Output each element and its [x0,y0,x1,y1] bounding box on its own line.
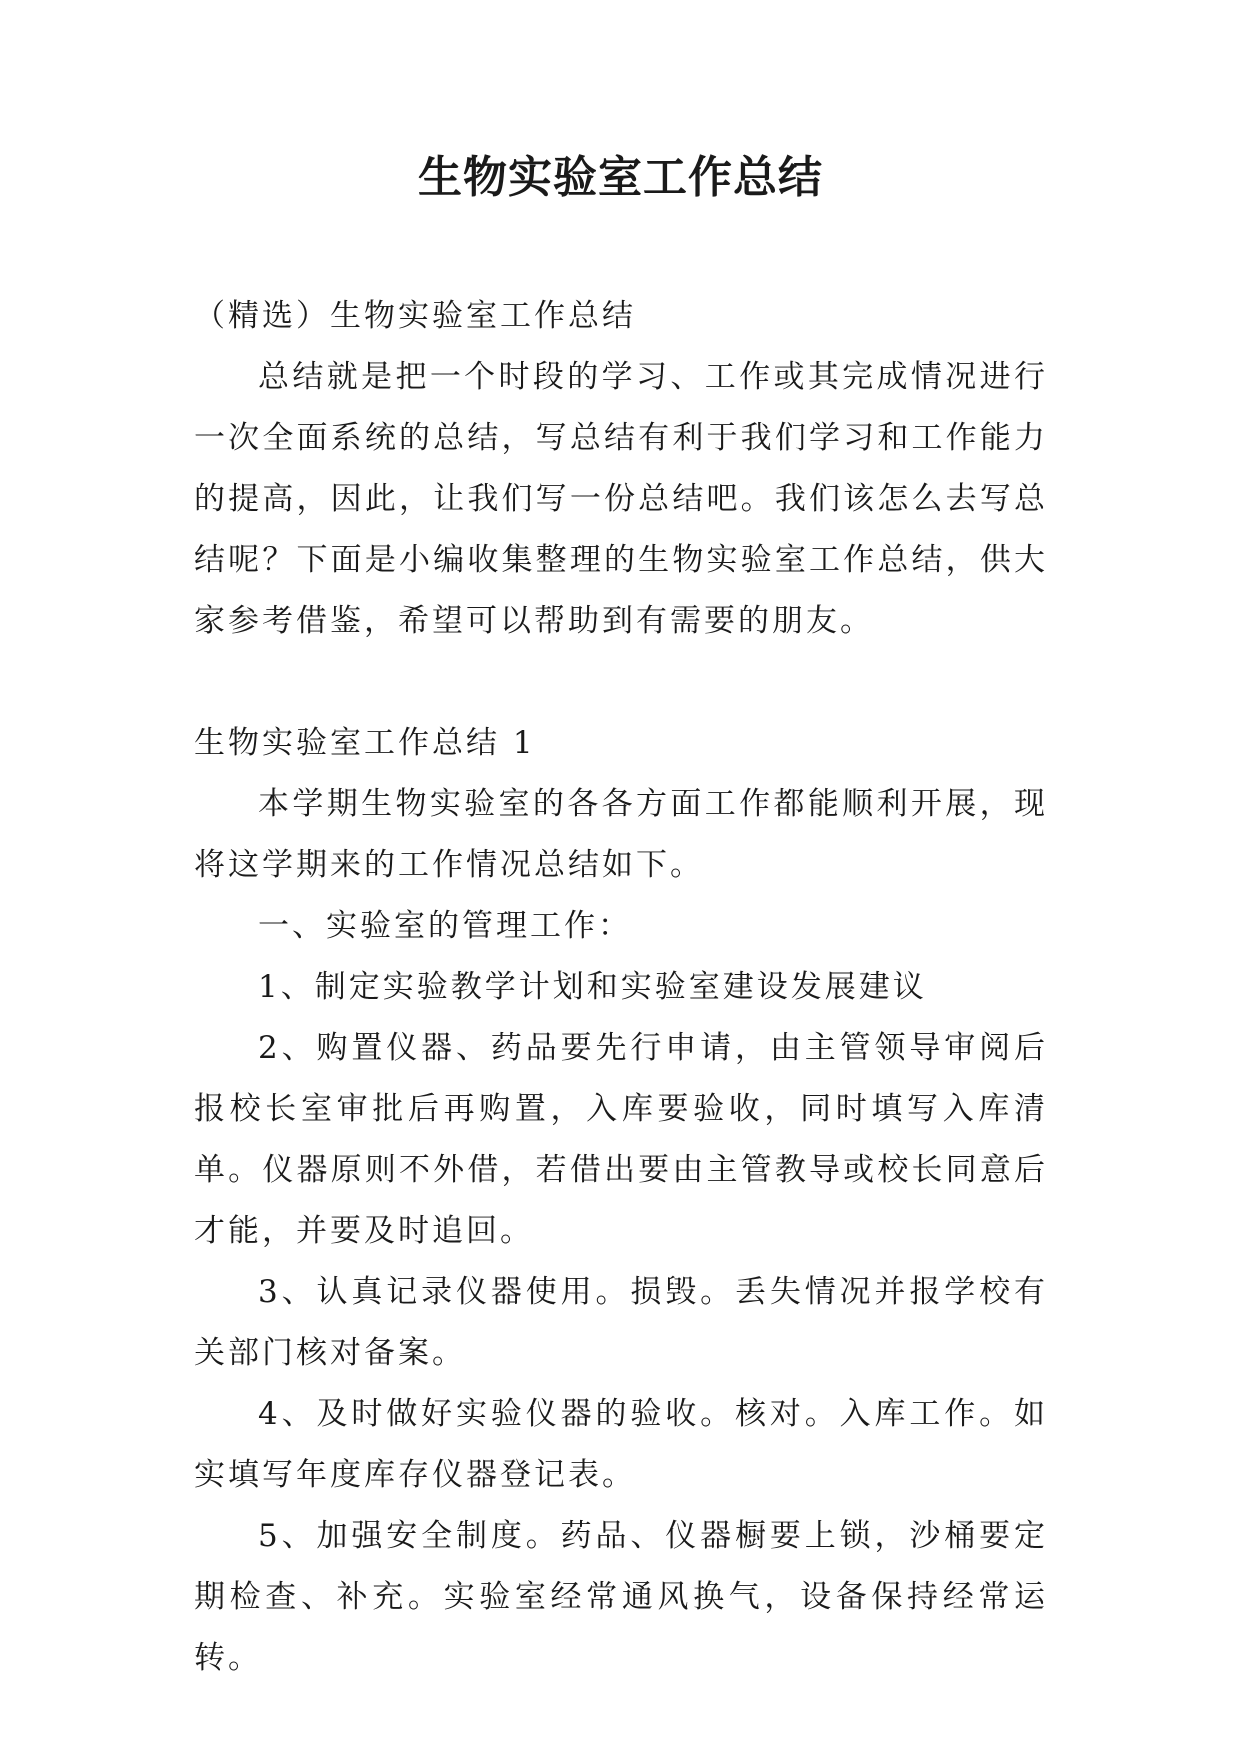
document-subtitle: （精选）生物实验室工作总结 [194,298,636,334]
body-paragraph: 本学期生物实验室的各各方面工作都能顺利开展，现将这学期来的工作情况总结如下。 [194,786,1048,883]
body-paragraph: 一、实验室的管理工作： [258,908,632,944]
intro-paragraph: 总结就是把一个时段的学习、工作或其完成情况进行一次全面系统的总结，写总结有利于我们学习和工作能力的提高，因此，让我们写一份总结吧。我们该怎么去写总结呢？下面是小编收集整理的生物实验室工作总结，供大家参考借鉴，希望可以帮助到有需要的朋友。 [194,359,1048,639]
body-paragraph: 4、及时做好实验仪器的验收。核对。入库工作。如实填写年度库存仪器登记表。 [194,1396,1048,1493]
paragraph-spacer [194,652,1048,713]
section-heading: 生物实验室工作总结 1 [194,725,536,761]
body-paragraph: 1、制定实验教学计划和实验室建设发展建议 [258,969,927,1005]
body-paragraph: 5、加强安全制度。药品、仪器橱要上锁，沙桶要定期检查、补充。实验室经常通风换气，设备保持经常运转。 [194,1518,1048,1676]
body-paragraph: 3、认真记录仪器使用。损毁。丢失情况并报学校有关部门核对备案。 [194,1274,1048,1371]
document-body [194,286,1048,1689]
body-paragraph: 2、购置仪器、药品要先行申请，由主管领导审阅后报校长室审批后再购置，入库要验收，同时填写入库清单。仪器原则不外借，若借出要由主管教导或校长同意后才能，并要及时追回。 [194,1030,1048,1249]
document-title: 生物实验室工作总结 [418,152,823,203]
